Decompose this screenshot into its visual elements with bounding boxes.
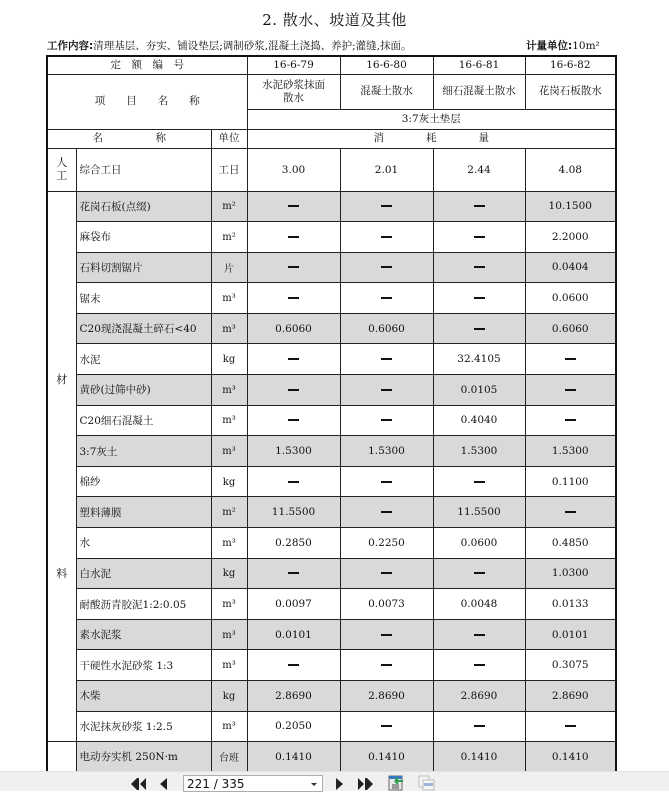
dash-placeholder [474, 236, 485, 238]
unit-text: m³ [222, 323, 236, 335]
consumption-value [340, 436, 433, 467]
value-text: 0.0133 [551, 598, 589, 611]
value-text: 0.6060 [275, 322, 312, 335]
material-unit [211, 466, 247, 497]
consumption-value [247, 405, 340, 436]
consumption-value [433, 313, 525, 344]
consumption-value [340, 528, 433, 559]
consumption-value [525, 466, 616, 497]
dash-placeholder [474, 725, 485, 727]
consumption-value [525, 558, 616, 589]
dash-placeholder [565, 389, 576, 391]
value-text: 11.5500 [457, 506, 501, 519]
value-text: 0.2250 [368, 536, 405, 549]
material-row [47, 589, 616, 620]
value-text: 2.8690 [551, 689, 589, 702]
dash-placeholder [474, 297, 485, 299]
dash-placeholder [381, 205, 392, 207]
item-name [247, 74, 340, 109]
unit-text: m³ [222, 537, 236, 549]
dash-placeholder [288, 236, 299, 238]
value-text: 1.5300 [460, 445, 498, 458]
dash-placeholder [381, 664, 392, 666]
material-row [47, 344, 616, 375]
material-unit [211, 405, 247, 436]
subheader-note: 3:7灰土垫层 [247, 109, 616, 129]
value-text: 0.1410 [275, 750, 312, 763]
consumption-value [247, 283, 340, 314]
item-name: 细石混凝土散水 [433, 74, 525, 109]
value-text: 0.4850 [551, 536, 589, 549]
value-text: 2.2000 [551, 230, 589, 243]
measure-unit [526, 38, 600, 53]
material-name: 干硬性水泥砂浆 1:3 [76, 650, 211, 681]
chevron-down-icon [311, 783, 317, 786]
unit-text: m³ [222, 415, 236, 427]
value-text: 0.0600 [551, 292, 589, 305]
consumption-value [247, 589, 340, 620]
dash-placeholder [288, 389, 299, 391]
labor-category [47, 148, 76, 191]
measure-unit-label: 计量单位: [526, 40, 573, 52]
material-unit [211, 558, 247, 589]
dash-placeholder [381, 481, 392, 483]
consumption-value [433, 466, 525, 497]
consumption-value [433, 252, 525, 283]
item-name-label: 项 目 名 称 [47, 74, 247, 129]
consumption-value [433, 681, 525, 712]
consumption-value [433, 375, 525, 406]
value-text: 2.8690 [460, 689, 498, 702]
pdf-navigation-toolbar [0, 771, 669, 791]
dash-placeholder [381, 297, 392, 299]
unit-text: 台班 [219, 753, 239, 765]
unit-text: kg [222, 476, 236, 488]
dash-placeholder [474, 481, 485, 483]
dash-placeholder [288, 664, 299, 666]
quota-code: 16-6-80 [340, 56, 433, 74]
consumption-value [525, 283, 616, 314]
unit-text: m² [222, 201, 236, 213]
consumption-value [340, 497, 433, 528]
consumption-value [525, 313, 616, 344]
dash-placeholder [381, 634, 392, 636]
value-text: 0.6060 [368, 322, 405, 335]
labor-value: 2.01 [340, 148, 433, 191]
consumption-value [340, 711, 433, 742]
material-row [47, 283, 616, 314]
consumption-value [340, 252, 433, 283]
copy-button[interactable] [418, 775, 436, 791]
consumption-value [247, 528, 340, 559]
consumption-value [525, 681, 616, 712]
material-name: 石料切割锯片 [76, 252, 211, 283]
work-content-text: 清理基层、夯实、铺设垫层;调制砂浆,混凝土浇捣、养护;灌缝,抹面。 [93, 40, 412, 52]
dash-placeholder [288, 481, 299, 483]
material-unit [211, 528, 247, 559]
consumption-value [340, 191, 433, 222]
labor-name: 综合工日 [76, 148, 211, 191]
material-unit [211, 711, 247, 742]
material-unit [211, 222, 247, 253]
material-name: C20细石混凝土 [76, 405, 211, 436]
value-text: 1.5300 [275, 445, 312, 458]
consumption-header: 消 耗 量 [247, 129, 616, 148]
dash-placeholder [381, 572, 392, 574]
item-name-row [47, 74, 616, 109]
dash-placeholder [381, 725, 392, 727]
quota-code: 16-6-79 [247, 56, 340, 74]
material-unit [211, 589, 247, 620]
dash-placeholder [474, 572, 485, 574]
material-row [47, 313, 616, 344]
consumption-value [525, 222, 616, 253]
material-name: 水泥抹灰砂浆 1:2.5 [76, 711, 211, 742]
material-name: 白水泥 [76, 558, 211, 589]
material-name: 锯末 [76, 283, 211, 314]
unit-text: m³ [222, 384, 236, 396]
quota-code: 16-6-82 [525, 56, 616, 74]
consumption-value [433, 191, 525, 222]
export-button[interactable] [388, 775, 406, 791]
material-row [47, 466, 616, 497]
consumption-value [433, 497, 525, 528]
unit-text: m² [222, 231, 236, 243]
consumption-value [247, 711, 340, 742]
unit-header: 单位 [211, 129, 247, 148]
material-row [47, 191, 616, 222]
dash-placeholder [381, 419, 392, 421]
material-name: 3:7灰土 [76, 436, 211, 467]
consumption-value [247, 344, 340, 375]
category-char: 材 [56, 372, 68, 386]
consumption-value [247, 497, 340, 528]
value-text: 0.0101 [551, 628, 589, 641]
value-text: 0.2850 [275, 536, 312, 549]
value-text: 0.1410 [368, 750, 405, 763]
labor-value: 4.08 [525, 148, 616, 191]
consumption-value [247, 650, 340, 681]
category-char: 料 [56, 566, 68, 580]
item-name-line1: 水泥砂浆抹面 [262, 79, 325, 92]
previous-page-icon [160, 778, 167, 790]
material-row [47, 528, 616, 559]
consumption-value [433, 436, 525, 467]
consumption-value [433, 558, 525, 589]
measure-unit-value: 10m² [572, 40, 600, 52]
material-row [47, 711, 616, 742]
material-name: 棉纱 [76, 466, 211, 497]
page-title: 2. 散水、坡道及其他 [262, 11, 407, 29]
consumption-value [340, 222, 433, 253]
material-row [47, 436, 616, 467]
consumption-value [340, 313, 433, 344]
dash-placeholder [288, 419, 299, 421]
material-name: 素水泥浆 [76, 619, 211, 650]
material-unit [211, 283, 247, 314]
value-text: 0.1410 [551, 750, 589, 763]
value-text: 0.2050 [275, 720, 312, 733]
value-text: 1.5300 [368, 445, 405, 458]
material-row [47, 619, 616, 650]
material-name: 水 [76, 528, 211, 559]
material-name: 水泥 [76, 344, 211, 375]
labor-unit: 工日 [211, 148, 247, 191]
consumption-value [340, 344, 433, 375]
material-name: 木柴 [76, 681, 211, 712]
dash-placeholder [565, 725, 576, 727]
consumption-value [433, 619, 525, 650]
unit-text: kg [222, 568, 236, 580]
dash-placeholder [474, 634, 485, 636]
material-unit [211, 313, 247, 344]
consumption-value [525, 650, 616, 681]
material-name: 花岗石板(点缀) [76, 191, 211, 222]
value-text: 10.1500 [548, 200, 592, 213]
item-name-line2: 散水 [283, 91, 304, 104]
material-row [47, 650, 616, 681]
quota-code: 16-6-81 [433, 56, 525, 74]
category-char: 人 [56, 156, 68, 170]
consumption-value [247, 681, 340, 712]
page-selector[interactable] [183, 775, 323, 792]
material-row [47, 252, 616, 283]
column-header-row [47, 129, 616, 148]
value-text: 0.1410 [460, 750, 498, 763]
consumption-value [525, 497, 616, 528]
material-row [47, 375, 616, 406]
material-unit [211, 375, 247, 406]
copy-icon [418, 775, 436, 791]
consumption-value [340, 742, 433, 773]
dash-placeholder [565, 358, 576, 360]
labor-value: 2.44 [433, 148, 525, 191]
consumption-value [525, 589, 616, 620]
consumption-value [525, 191, 616, 222]
consumption-value [247, 375, 340, 406]
value-text: 2.8690 [368, 689, 405, 702]
consumption-value [340, 466, 433, 497]
consumption-value [247, 436, 340, 467]
consumption-value [247, 252, 340, 283]
page-indicator: 221 / 335 [187, 777, 245, 791]
value-text: 0.6060 [551, 322, 589, 335]
consumption-value [340, 283, 433, 314]
dash-placeholder [474, 266, 485, 268]
consumption-value [433, 528, 525, 559]
material-unit [211, 497, 247, 528]
unit-text: m² [222, 507, 236, 519]
value-text: 1.0300 [551, 567, 589, 580]
material-row [47, 497, 616, 528]
dash-placeholder [288, 572, 299, 574]
value-text: 1.5300 [551, 445, 589, 458]
consumption-value [247, 619, 340, 650]
material-unit [211, 191, 247, 222]
unit-text: m³ [222, 446, 236, 458]
next-page-icon [336, 778, 343, 790]
value-text: 0.0048 [460, 598, 498, 611]
dash-placeholder [381, 236, 392, 238]
consumption-value [433, 589, 525, 620]
consumption-value [247, 222, 340, 253]
unit-text: m³ [222, 721, 236, 733]
dash-placeholder [565, 419, 576, 421]
first-page-button[interactable] [131, 775, 147, 791]
value-text: 32.4105 [457, 353, 501, 366]
material-unit [211, 619, 247, 650]
consumption-value [433, 742, 525, 773]
value-text: 0.3075 [551, 659, 589, 672]
item-name: 花岗石板散水 [525, 74, 616, 109]
material-name: 电动夯实机 250N·m [76, 742, 211, 773]
dash-placeholder [288, 358, 299, 360]
material-name: 耐酸沥青胶泥1:2:0.05 [76, 589, 211, 620]
value-text: 0.0105 [460, 383, 498, 396]
consumption-value [433, 405, 525, 436]
next-page-button[interactable] [334, 775, 346, 791]
material-row [47, 222, 616, 253]
consumption-value [525, 252, 616, 283]
consumption-value [525, 344, 616, 375]
consumption-value [340, 681, 433, 712]
material-unit [211, 742, 247, 773]
consumption-value [247, 558, 340, 589]
dash-placeholder [474, 664, 485, 666]
material-unit [211, 650, 247, 681]
machinery-category [47, 742, 76, 773]
dash-placeholder [381, 266, 392, 268]
consumption-value [525, 405, 616, 436]
dash-placeholder [381, 358, 392, 360]
consumption-value [525, 436, 616, 467]
dash-placeholder [474, 205, 485, 207]
value-text: 2.8690 [275, 689, 312, 702]
quota-table [46, 55, 617, 773]
item-name: 混凝土散水 [340, 74, 433, 109]
unit-text: m³ [222, 293, 236, 305]
dash-placeholder [381, 511, 392, 513]
quota-no-label: 定 额 编 号 [47, 56, 247, 74]
consumption-value [340, 405, 433, 436]
material-unit [211, 436, 247, 467]
name-header: 名 称 [47, 129, 211, 148]
work-content [47, 38, 411, 53]
material-name: 麻袋布 [76, 222, 211, 253]
value-text: 0.0404 [551, 261, 589, 274]
consumption-value [247, 313, 340, 344]
consumption-value [433, 344, 525, 375]
machinery-row [47, 742, 616, 773]
material-row [47, 558, 616, 589]
value-text: 0.4040 [460, 414, 498, 427]
consumption-value [247, 466, 340, 497]
consumption-value [433, 283, 525, 314]
consumption-value [247, 191, 340, 222]
unit-text: kg [222, 354, 236, 366]
last-page-button[interactable] [358, 775, 376, 791]
unit-text: kg [222, 690, 236, 702]
consumption-value [525, 619, 616, 650]
consumption-value [433, 711, 525, 742]
previous-page-button[interactable] [158, 775, 170, 791]
value-text: 11.5500 [271, 506, 316, 519]
unit-text: m³ [222, 629, 236, 641]
dash-placeholder [288, 205, 299, 207]
consumption-value [340, 589, 433, 620]
consumption-value [525, 711, 616, 742]
material-name: C20现浇混凝土碎石<40 [76, 313, 211, 344]
dash-placeholder [288, 297, 299, 299]
material-category [47, 191, 76, 742]
dash-placeholder [288, 266, 299, 268]
export-icon [388, 775, 406, 791]
work-content-label: 工作内容: [47, 40, 94, 52]
consumption-value [525, 528, 616, 559]
unit-text: m³ [222, 660, 236, 672]
labor-value: 3.00 [247, 148, 340, 191]
dash-placeholder [565, 511, 576, 513]
material-unit [211, 344, 247, 375]
consumption-value [340, 558, 433, 589]
consumption-value [247, 742, 340, 773]
value-text: 0.0073 [368, 598, 405, 611]
consumption-value [433, 222, 525, 253]
material-name: 黄砂(过筛中砂) [76, 375, 211, 406]
value-text: 0.1100 [551, 475, 589, 488]
consumption-value [340, 650, 433, 681]
category-char: 工 [56, 168, 68, 182]
consumption-value [525, 742, 616, 773]
material-unit [211, 252, 247, 283]
dash-placeholder [474, 328, 485, 330]
consumption-value [525, 375, 616, 406]
labor-row [47, 148, 616, 191]
value-text: 0.0097 [275, 598, 312, 611]
unit-text: 片 [224, 263, 234, 275]
consumption-value [340, 619, 433, 650]
value-text: 0.0600 [460, 536, 498, 549]
dash-placeholder [381, 389, 392, 391]
consumption-value [340, 375, 433, 406]
value-text: 0.0101 [275, 628, 312, 641]
unit-text: m³ [222, 599, 236, 611]
material-name: 塑料薄膜 [76, 497, 211, 528]
material-row [47, 681, 616, 712]
material-row [47, 405, 616, 436]
consumption-value [433, 650, 525, 681]
quota-no-row [47, 56, 616, 74]
material-unit [211, 681, 247, 712]
